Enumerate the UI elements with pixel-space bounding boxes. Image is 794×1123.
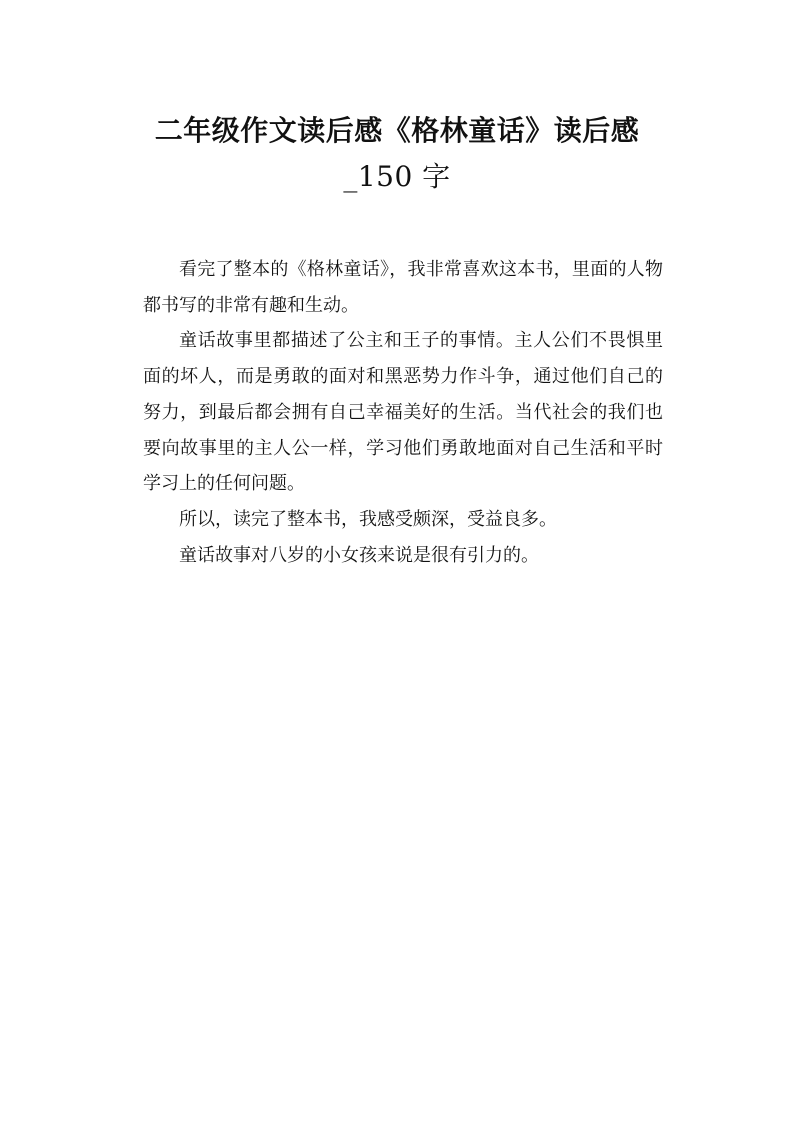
- paragraph-2: 童话故事里都描述了公主和王子的事情。主人公们不畏惧里面的坏人，而是勇敢的面对和黑恶势力作斗争，通过他们自己的努力，到最后都会拥有自己幸福美好的生活。当代社会的我们也要向故事里的主人公一样，学习他们勇敢地面对自己生活和平时学习上的任何问题。: [143, 330, 663, 495]
- paragraph-3: 所以，读完了整本书，我感受颇深，受益良多。: [179, 508, 557, 530]
- document-body: [143, 252, 663, 573]
- title-line-2: _150 字: [343, 160, 451, 193]
- title-line-1: 二年级作文读后感《格林童话》读后感: [154, 114, 640, 147]
- document-title: [120, 108, 674, 200]
- paragraph-1: 看完了整本的《格林童话》，我非常喜欢这本书，里面的人物都书写的非常有趣和生动。: [143, 259, 663, 316]
- paragraph-4: 童话故事对八岁的小女孩来说是很有引力的。: [179, 544, 539, 566]
